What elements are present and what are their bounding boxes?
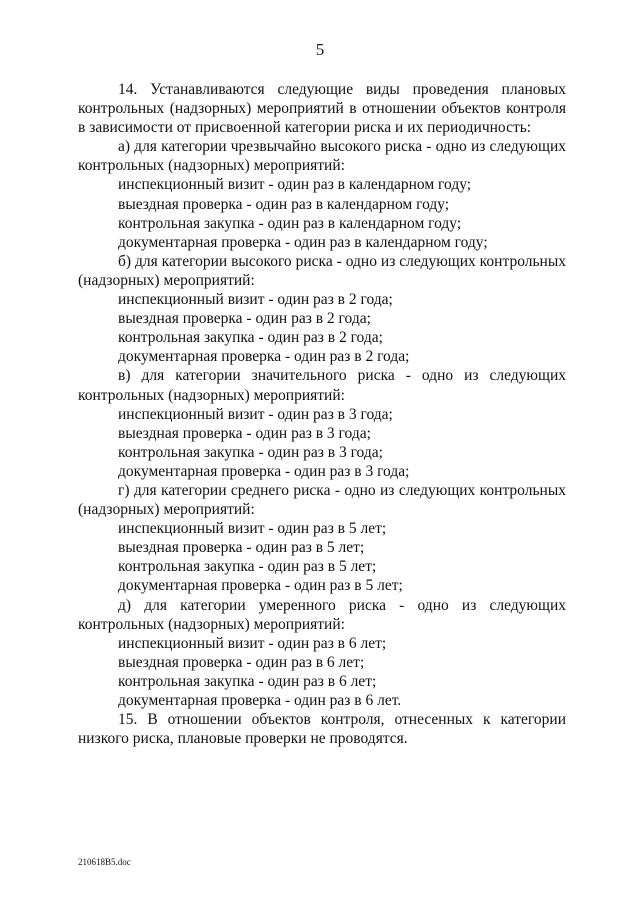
category-d-item: выездная проверка - один раз в 6 лет; xyxy=(118,653,365,671)
category-g-item: инспекционный визит - один раз в 5 лет; xyxy=(118,520,387,538)
category-v-item: выездная проверка - один раз в 3 года; xyxy=(118,424,371,442)
category-g-item: документарная проверка - один раз в 5 лет; xyxy=(118,577,403,595)
document-file-code: 210618B5.doc xyxy=(78,857,131,867)
category-a-item: контрольная закупка - один раз в календарном году; xyxy=(118,214,462,232)
category-v-item: документарная проверка - один раз в 3 года; xyxy=(118,462,410,480)
document-body xyxy=(78,80,566,748)
category-d-item: контрольная закупка - один раз в 6 лет; xyxy=(118,672,377,690)
category-d-item: инспекционный визит - один раз в 6 лет; xyxy=(118,634,387,652)
category-a-intro: а) для категории чрезвычайно высокого риска - одно из следующих контрольных (надзорных) мероприятий: xyxy=(78,138,566,175)
category-g-item: контрольная закупка - один раз в 5 лет; xyxy=(118,558,377,576)
paragraph-15: 15. В отношении объектов контроля, отнесенных к категории низкого риска, плановые проверки не проводятся. xyxy=(78,711,566,748)
paragraph-14: 14. Устанавливаются следующие виды проведения плановых контрольных (надзорных) мероприятий в отношении объектов контроля в зависимости от присвоенной категории риска и их периодичность: xyxy=(78,81,566,137)
category-b-item: контрольная закупка - один раз в 2 года; xyxy=(118,329,383,347)
category-b-item: инспекционный визит - один раз в 2 года; xyxy=(118,291,393,309)
category-b-item: документарная проверка - один раз в 2 года; xyxy=(118,348,410,366)
category-a-item: инспекционный визит - один раз в календарном году; xyxy=(118,176,472,194)
category-b-item: выездная проверка - один раз в 2 года; xyxy=(118,310,371,328)
category-v-intro: в) для категории значительного риска - одно из следующих контрольных (надзорных) мероприятий: xyxy=(78,367,566,404)
category-d-item: документарная проверка - один раз в 6 лет. xyxy=(118,692,402,709)
page-number: 5 xyxy=(315,40,325,59)
category-a-item: документарная проверка - один раз в календарном году; xyxy=(118,233,488,251)
category-b-intro: б) для категории высокого риска - одно из следующих контрольных (надзорных) мероприятий: xyxy=(78,252,566,289)
category-g-item: выездная проверка - один раз в 5 лет; xyxy=(118,539,365,557)
category-v-item: инспекционный визит - один раз в 3 года; xyxy=(118,405,393,423)
category-d-intro: д) для категории умеренного риска - одно из следующих контрольных (надзорных) мероприятий: xyxy=(78,596,566,633)
category-g-intro: г) для категории среднего риска - одно из следующих контрольных (надзорных) мероприятий: xyxy=(78,481,566,519)
category-a-item: выездная проверка - один раз в календарном году; xyxy=(118,195,450,213)
category-v-item: контрольная закупка - один раз в 3 года; xyxy=(118,443,383,461)
